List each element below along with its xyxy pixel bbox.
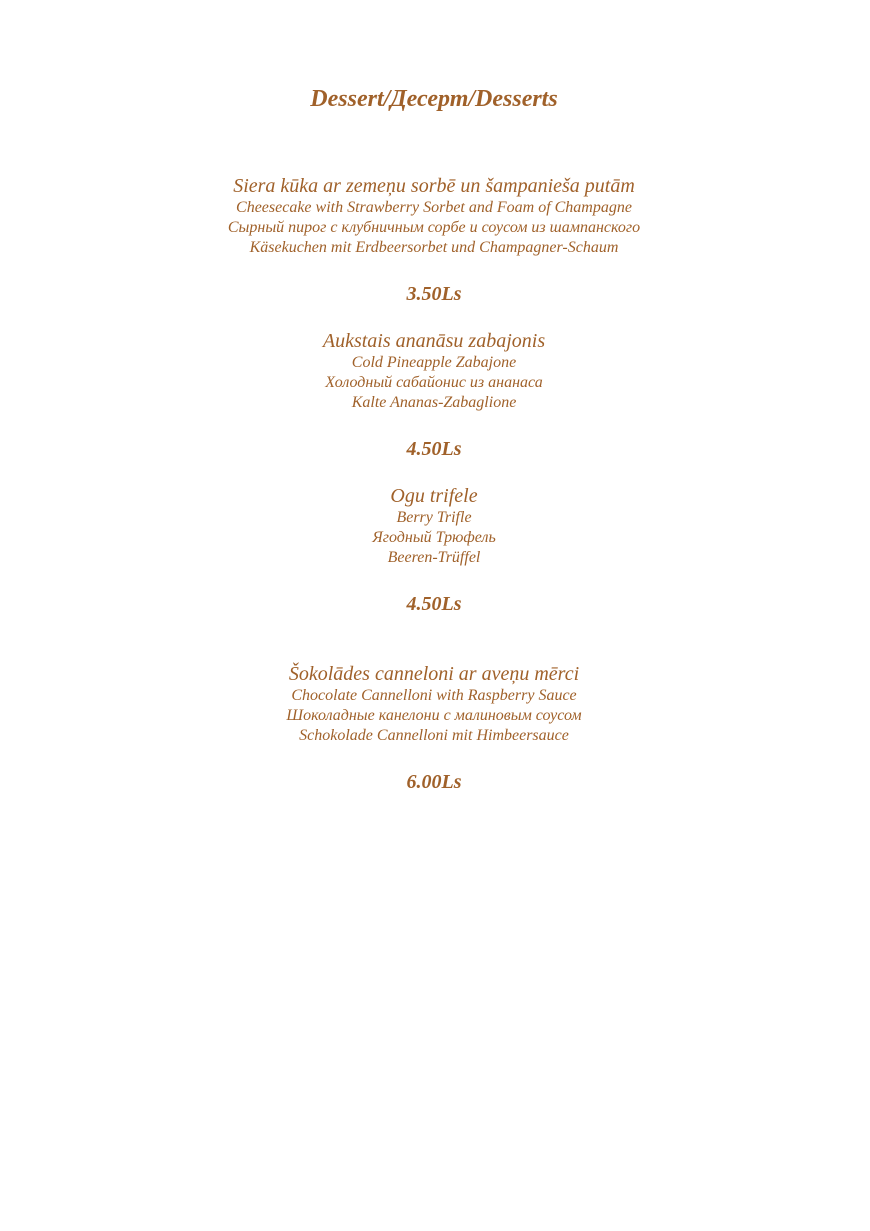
menu-item-cannelloni [0, 662, 868, 746]
item-name-russian: Шоколадные канелони с малиновым соусом [286, 707, 582, 724]
item-name-english: Cold Pineapple Zabajone [351, 354, 517, 371]
item-name-latvian: Ogu trifele [390, 485, 478, 507]
menu-item-trifle [0, 484, 868, 568]
menu-title: Dessert/Десерт/Desserts [310, 86, 558, 112]
item-name-english: Cheesecake with Strawberry Sorbet and Foam of Champagne [236, 199, 632, 216]
item-price: 3.50Ls [406, 283, 462, 305]
item-price: 4.50Ls [406, 593, 462, 615]
item-name-german: Schokolade Cannelloni mit Himbeersauce [299, 727, 569, 744]
item-name-latvian: Aukstais ananāsu zabajonis [322, 330, 546, 352]
item-name-english: Chocolate Cannelloni with Raspberry Sauce [291, 687, 577, 704]
item-price: 4.50Ls [406, 438, 462, 460]
item-name-german: Beeren-Trüffel [387, 549, 481, 566]
item-name-latvian: Šokolādes canneloni ar aveņu mērci [288, 663, 580, 685]
item-price: 6.00Ls [406, 771, 462, 793]
item-name-english: Berry Trifle [396, 509, 472, 526]
item-name-russian: Ягодный Трюфель [372, 529, 496, 546]
item-name-german: Käsekuchen mit Erdbeersorbet und Champagner-Schaum [249, 239, 619, 256]
menu-item-cheesecake [0, 174, 868, 258]
item-name-german: Kalte Ananas-Zabaglione [351, 394, 517, 411]
item-name-russian: Холодный сабайонис из ананаса [325, 374, 543, 391]
menu-item-zabajone [0, 329, 868, 413]
item-name-latvian: Siera kūka ar zemeņu sorbē un šampanieša putām [233, 175, 635, 197]
item-name-russian: Сырный пирог с клубничным сорбе и соусом из шампанского [227, 219, 641, 236]
